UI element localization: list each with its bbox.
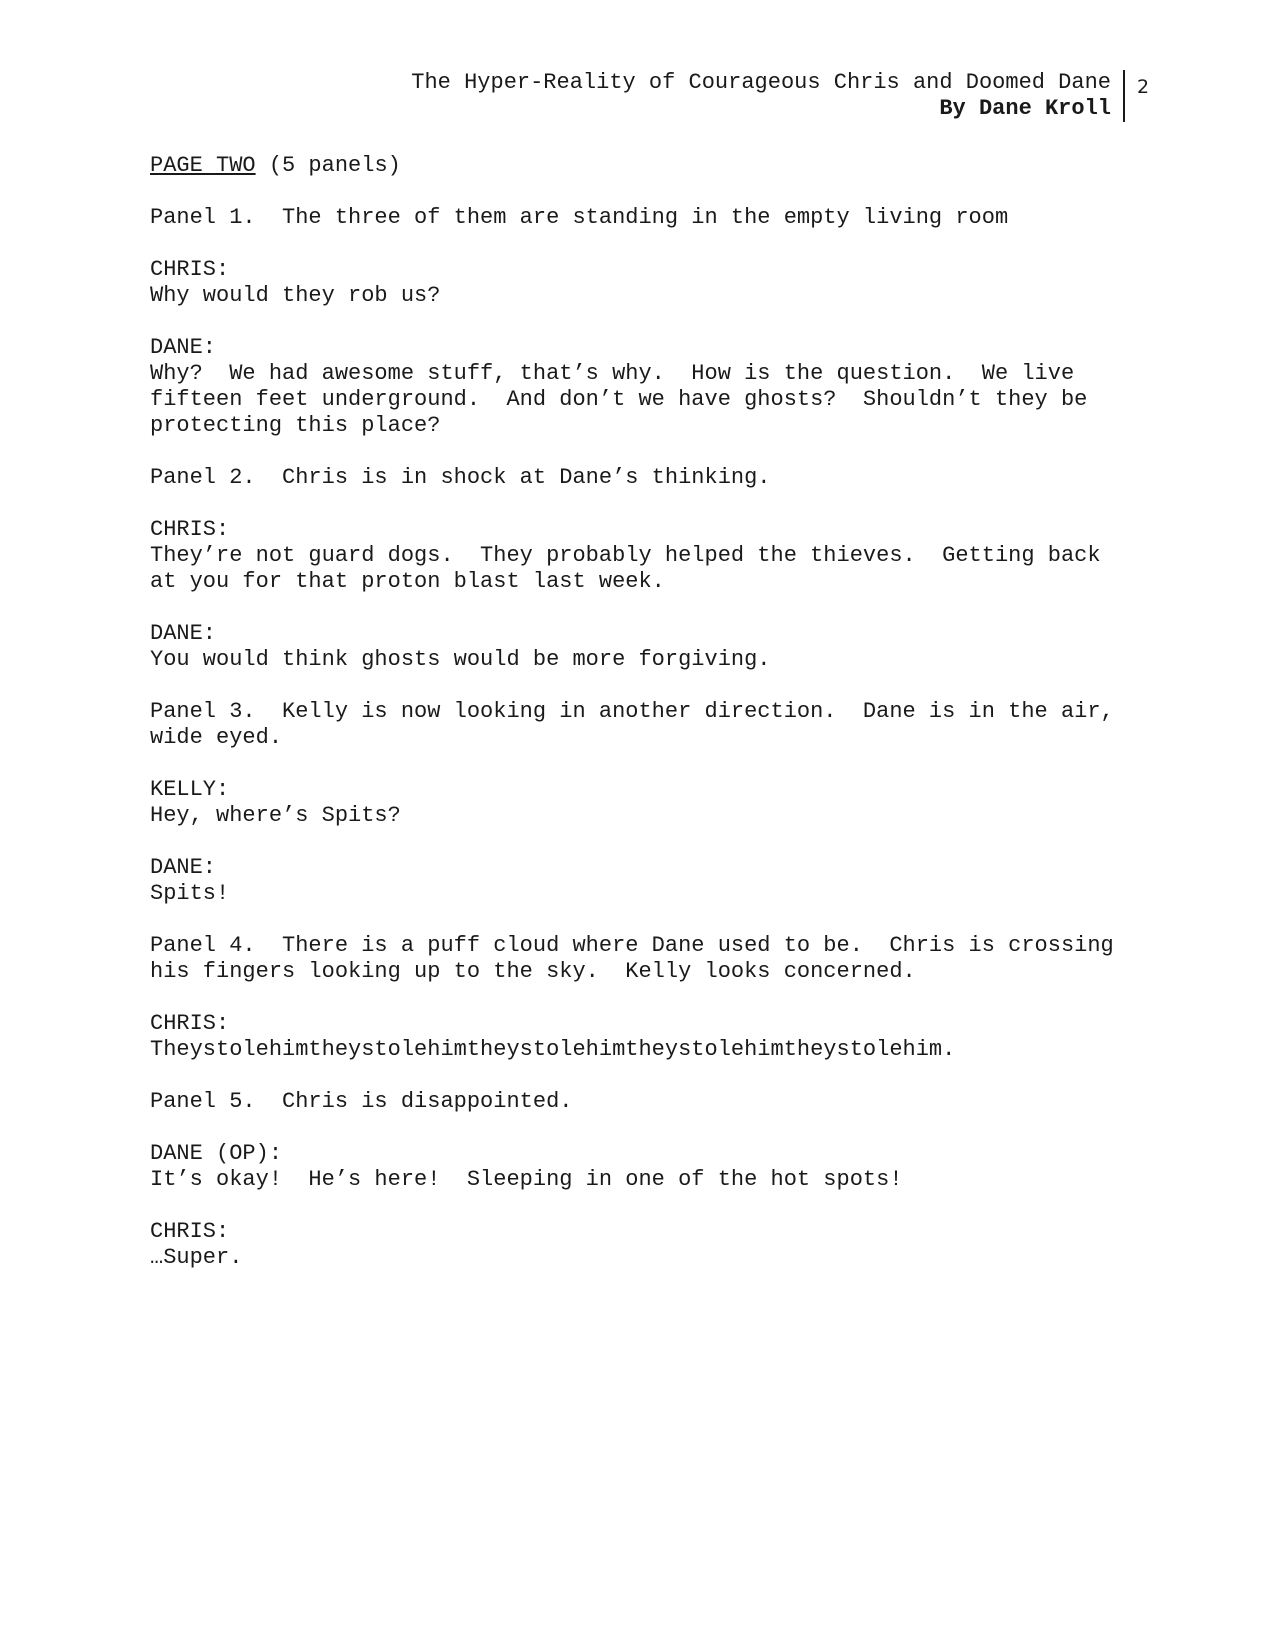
dialogue-line: They’re not guard dogs. They probably helped the thieves. Getting back at you for that proton blast last week. xyxy=(150,543,1114,594)
panel-description: Panel 5. Chris is disappointed. xyxy=(150,1089,573,1114)
dialogue-line: It’s okay! He’s here! Sleeping in one of the hot spots! xyxy=(150,1167,903,1192)
panel-description: Panel 3. Kelly is now looking in another direction. Dane is in the air, wide eyed. xyxy=(150,699,1127,750)
dialogue-block xyxy=(150,1219,1140,1271)
panel-description: Panel 1. The three of them are standing in the empty living room xyxy=(150,205,1009,230)
dialogue-line: Theystolehimtheystolehimtheystolehimtheystolehimtheystolehim. xyxy=(150,1037,956,1062)
dialogue-block xyxy=(150,621,1140,673)
dialogue-line: Hey, where’s Spits? xyxy=(150,803,401,828)
panel-description: Panel 2. Chris is in shock at Dane’s thinking. xyxy=(150,465,771,490)
speaker-name: DANE (OP): xyxy=(150,1141,283,1166)
script-body xyxy=(150,153,1140,1297)
script-title: The Hyper-Reality of Courageous Chris and Doomed Dane xyxy=(411,70,1111,95)
speaker-name: CHRIS: xyxy=(150,1011,230,1036)
dialogue-block xyxy=(150,1141,1140,1193)
author-line: By Dane Kroll xyxy=(939,96,1111,121)
dialogue-block xyxy=(150,1011,1140,1063)
speaker-name: CHRIS: xyxy=(150,257,230,282)
dialogue-block xyxy=(150,517,1140,595)
speaker-name: DANE: xyxy=(150,335,217,360)
speaker-name: CHRIS: xyxy=(150,1219,230,1244)
dialogue-block xyxy=(150,855,1140,907)
panel-description: Panel 4. There is a puff cloud where Dane used to be. Chris is crossing his fingers looking up to the sky. Kelly looks concerned. xyxy=(150,933,1127,984)
page-heading xyxy=(150,153,1140,179)
dialogue-line: …Super. xyxy=(150,1245,243,1270)
dialogue-block xyxy=(150,335,1140,439)
dialogue-line: Why would they rob us? xyxy=(150,283,441,308)
speaker-name: DANE: xyxy=(150,855,217,880)
running-header xyxy=(411,70,1125,122)
dialogue-line: Why? We had awesome stuff, that’s why. How is the question. We live fifteen feet underground. And don’t we have ghosts? Shouldn’t they be protecting this place? xyxy=(150,361,1101,438)
dialogue-line: Spits! xyxy=(150,881,230,906)
dialogue-block xyxy=(150,257,1140,309)
panel-count: (5 panels) xyxy=(255,153,401,178)
dialogue-line: You would think ghosts would be more forgiving. xyxy=(150,647,771,672)
dialogue-block xyxy=(150,777,1140,829)
speaker-name: KELLY: xyxy=(150,777,230,802)
speaker-name: CHRIS: xyxy=(150,517,230,542)
speaker-name: DANE: xyxy=(150,621,217,646)
page-number: 2 xyxy=(1137,76,1150,98)
page-label: PAGE TWO xyxy=(150,153,256,178)
